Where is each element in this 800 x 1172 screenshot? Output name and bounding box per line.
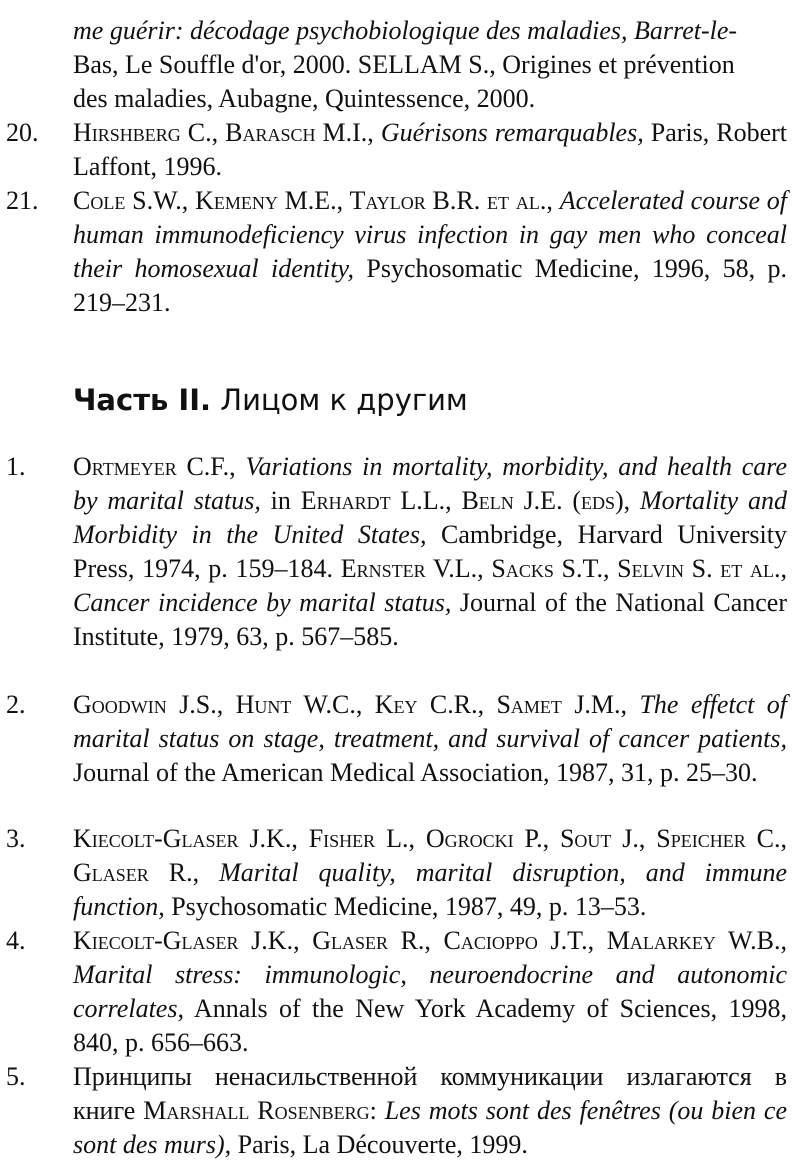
reference-authors: Ortmeyer C.F.,	[73, 452, 246, 481]
reference-publication: Paris, Robert Laffont, 1996.	[73, 118, 788, 181]
reference-publication: Journal of the American Medical Association, 1987, 31, p. 25–30.	[73, 758, 758, 787]
reference-number: 5.	[6, 1062, 26, 1091]
reference-number: 21.	[6, 186, 39, 215]
reference-authors: Cole S.W., Kemeny M.E., Taylor B.R. et al.,	[73, 186, 553, 215]
reference-authors: Kiecolt-Glaser J.K., Glaser R., Cacioppo J.T., Malarkey W.B.,	[73, 926, 787, 955]
section-heading-title: Лицом к другим	[220, 383, 468, 417]
reference-number: 20.	[6, 118, 39, 147]
reference-number: 2.	[6, 690, 26, 719]
reference-title: Cancer incidence by marital status,	[73, 588, 452, 617]
reference-text	[73, 1060, 787, 1162]
reference-authors: Marshall Rosenberg:	[143, 1096, 385, 1125]
reference-continuation-text	[73, 14, 787, 116]
section-heading	[73, 380, 468, 420]
reference-authors: Hirshberg C., Barasch M.I.,	[73, 118, 374, 147]
reference-text	[73, 924, 787, 1060]
reference-publication: in	[260, 486, 301, 515]
continuation-line-1: me guérir: décodage psychobiologique des maladies, Barret-le-	[73, 16, 738, 45]
reference-title: Variations in mortality, morbidity, and health care by marital status,	[73, 452, 788, 515]
reference-publication: Journal of the National Cancer Institute, 1979, 63, p. 567–585.	[73, 588, 788, 651]
reference-title: The effetct of marital status on stage, treatment, and survival of cancer patients,	[73, 690, 787, 753]
reference-authors: Kiecolt-Glaser J.K., Fisher L., Ogrocki P., Sout J., Speicher C., Glaser R.,	[73, 824, 787, 887]
section-heading-number: Часть II.	[73, 383, 212, 417]
reference-number: 4.	[6, 926, 26, 955]
reference-authors: Goodwin J.S., Hunt W.C., Key C.R., Samet J.M.,	[73, 690, 640, 719]
reference-authors: Erhardt L.L., Beln J.E. (eds),	[300, 486, 640, 515]
reference-text	[73, 116, 787, 184]
reference-number: 1.	[6, 452, 26, 481]
reference-text	[73, 450, 787, 654]
continuation-line-3: des maladies, Aubagne, Quintessence, 2000.	[73, 84, 536, 113]
reference-number: 3.	[6, 824, 26, 853]
continuation-line-2: Bas, Le Souffle d'or, 2000. SELLAM S., Origines et prévention	[73, 50, 735, 79]
reference-title: Accelerated course of human immunodeficiency virus infection in gay men who conceal their homosexual identity,	[73, 186, 788, 283]
reference-text	[73, 688, 787, 790]
reference-publication: Paris, La Découverte, 1999.	[231, 1130, 528, 1159]
reference-publication: Принципы ненасильственной коммуникации излагаются в книге	[73, 1062, 787, 1125]
reference-publication: Psychosomatic Medicine, 1996, 58, p. 219–231.	[73, 254, 788, 317]
reference-title: Mortality and Morbidity in the United States,	[73, 486, 787, 549]
reference-authors: Ernster V.L., Sacks S.T., Selvin S. et al.,	[340, 554, 787, 583]
reference-title: Guérisons remarquables,	[380, 118, 644, 147]
reference-text	[73, 822, 787, 924]
reference-title: Les mots sont des fenêtres (ou bien ce sont des murs),	[73, 1096, 788, 1159]
reference-title: Marital quality, marital disruption, and immune function,	[73, 858, 788, 921]
reference-title: Marital stress: immunologic, neuroendocrine and autonomic correlates,	[73, 960, 787, 1023]
reference-publication: Psychosomatic Medicine, 1987, 49, p. 13–53.	[164, 892, 647, 921]
reference-text	[73, 184, 787, 320]
reference-publication: Cambridge, Harvard University Press, 1974, p. 159–184.	[73, 520, 787, 583]
reference-publication: Annals of the New York Academy of Sciences, 1998, 840, p. 656–663.	[73, 994, 787, 1057]
